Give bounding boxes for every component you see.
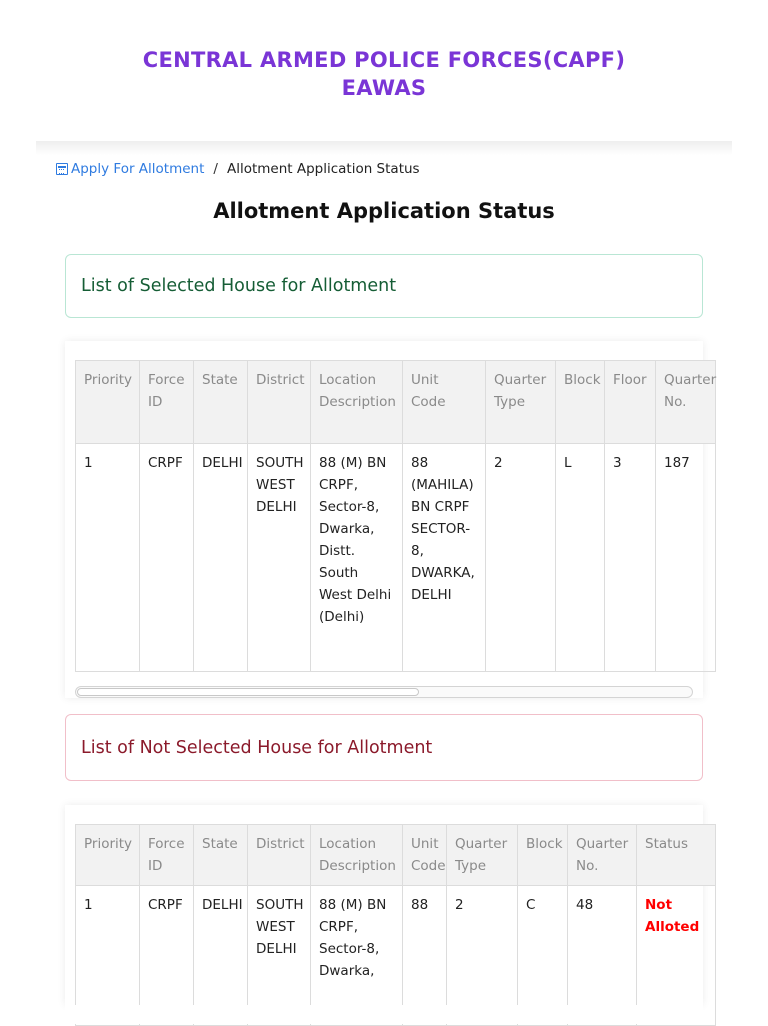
col-header-force-id: Force ID: [140, 825, 194, 886]
cell-priority: 1: [76, 886, 140, 1026]
col-header-location: Location Description: [311, 825, 403, 886]
col-header-priority: Priority: [76, 825, 140, 886]
col-header-unit-code: Unit Code: [403, 361, 486, 444]
cell-district: SOUTH WEST DELHI: [248, 886, 311, 1026]
col-header-status: Status: [637, 825, 716, 886]
not-selected-houses-table: [75, 824, 716, 1026]
selected-houses-table-wrapper[interactable]: [75, 360, 717, 672]
site-title: [0, 46, 768, 102]
not-selected-houses-card: [65, 805, 703, 1005]
cell-location: 88 (M) BN CRPF, Sector-8, Dwarka,: [311, 886, 403, 1026]
breadcrumb-link-apply[interactable]: [56, 161, 204, 177]
selected-houses-alert-text: List of Selected House for Allotment: [81, 276, 397, 296]
cell-quarter-no: 48: [568, 886, 637, 1026]
breadcrumb-current: Allotment Application Status: [226, 161, 420, 177]
breadcrumb: [56, 161, 420, 177]
col-header-quarter-no: Quarter No.: [656, 361, 716, 444]
not-selected-houses-alert-text: List of Not Selected House for Allotment: [81, 737, 433, 758]
cell-priority: 1: [76, 444, 140, 672]
cell-quarter-type: 2: [447, 886, 518, 1026]
cell-location: 88 (M) BN CRPF, Sector-8, Dwarka, Distt. South West Delhi (Delhi): [311, 444, 403, 672]
cell-block: C: [518, 886, 568, 1026]
col-header-block: Block: [556, 361, 605, 444]
cell-unit-code: 88 (MAHILA) BN CRPF SECTOR-8, DWARKA, DELHI: [403, 444, 486, 672]
page-bottom-edge: [65, 1005, 703, 1024]
page-title: Allotment Application Status: [213, 199, 555, 223]
col-header-priority: Priority: [76, 361, 140, 444]
table-header-row: [76, 361, 716, 444]
cell-quarter-no: 187: [656, 444, 716, 672]
cell-force-id: CRPF: [140, 886, 194, 1026]
cell-floor: 3: [605, 444, 656, 672]
not-selected-houses-table-wrapper[interactable]: [75, 824, 700, 1005]
cell-status: Not Alloted: [637, 886, 716, 1026]
breadcrumb-separator: /: [213, 161, 218, 177]
horizontal-scrollbar[interactable]: [75, 686, 693, 698]
col-header-force-id: Force ID: [140, 361, 194, 444]
table-row: [76, 444, 716, 672]
col-header-district: District: [248, 361, 311, 444]
col-header-block: Block: [518, 825, 568, 886]
cell-state: DELHI: [194, 444, 248, 672]
scrollbar-thumb[interactable]: [77, 688, 419, 696]
cell-district: SOUTH WEST DELHI: [248, 444, 311, 672]
col-header-quarter-no: Quarter No.: [568, 825, 637, 886]
table-header-row: [76, 825, 716, 886]
col-header-quarter-type: Quarter Type: [486, 361, 556, 444]
col-header-state: State: [194, 361, 248, 444]
selected-houses-alert: [65, 254, 703, 318]
cell-force-id: CRPF: [140, 444, 194, 672]
col-header-state: State: [194, 825, 248, 886]
col-header-quarter-type: Quarter Type: [447, 825, 518, 886]
selected-houses-card: [65, 341, 717, 698]
cell-state: DELHI: [194, 886, 248, 1026]
col-header-location: Location Description: [311, 361, 403, 444]
calendar-icon: [56, 163, 68, 175]
header-divider: [36, 141, 732, 155]
col-header-district: District: [248, 825, 311, 886]
cell-quarter-type: 2: [486, 444, 556, 672]
not-selected-houses-alert: [65, 714, 703, 781]
site-title-line1: CENTRAL ARMED POLICE FORCES(CAPF): [142, 48, 626, 72]
site-title-line2: EAWAS: [341, 76, 427, 100]
selected-houses-table: [75, 360, 716, 672]
breadcrumb-link-label[interactable]: Apply For Allotment: [71, 161, 205, 177]
cell-block: L: [556, 444, 605, 672]
cell-unit-code: 88: [403, 886, 447, 1026]
col-header-unit-code: Unit Code: [403, 825, 447, 886]
col-header-floor: Floor: [605, 361, 656, 444]
